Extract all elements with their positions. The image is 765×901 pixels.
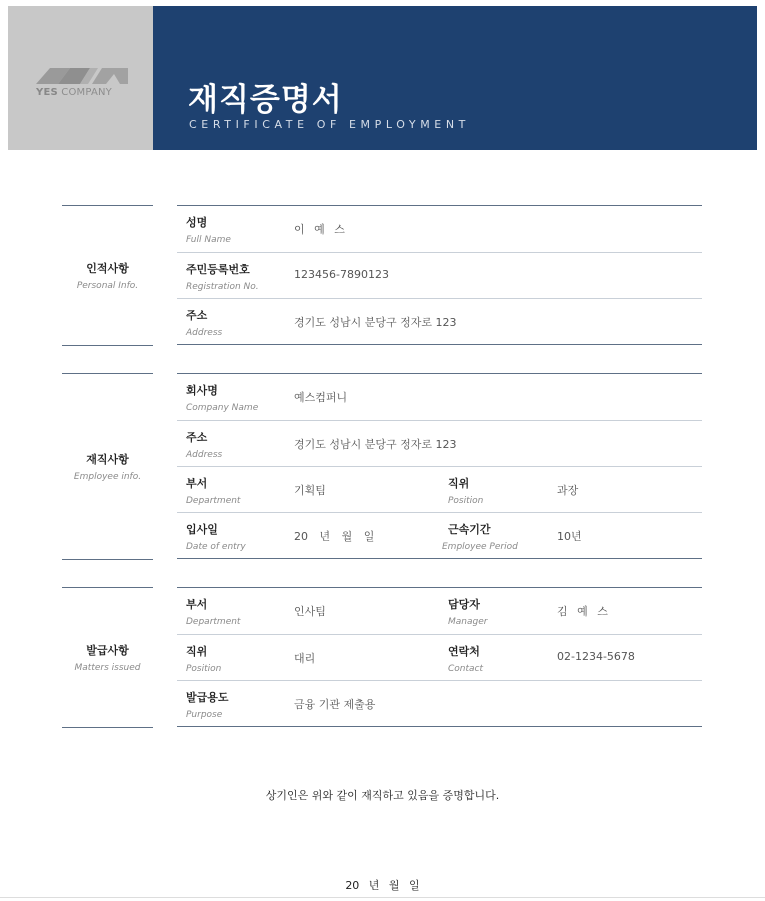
roof-logo-icon xyxy=(36,62,128,88)
field-label-en: Contact xyxy=(448,664,484,674)
section-label-en: Matters issued xyxy=(74,663,141,673)
field-label-en: Date of entry xyxy=(186,542,246,552)
field-label-ko: 주민등록번호 xyxy=(186,263,250,276)
field-label-en: Department xyxy=(186,617,241,627)
field-label xyxy=(448,596,487,627)
issue-date: 20 년 월 일 xyxy=(345,879,420,892)
section-label-en: Personal Info. xyxy=(76,281,139,291)
field-label xyxy=(448,475,483,506)
title-banner xyxy=(153,6,757,150)
field-label-ko: 성명 xyxy=(186,216,208,229)
field-label-ko: 발급용도 xyxy=(186,691,229,704)
section-label-ko: 인적사항 xyxy=(86,262,129,275)
table-row xyxy=(177,206,702,252)
field-label-en: Position xyxy=(448,496,484,506)
field-label-ko: 근속기간 xyxy=(448,523,491,536)
position-value: 과장 xyxy=(557,484,579,497)
personal-section-label xyxy=(62,205,153,346)
registration-value: 123456-7890123 xyxy=(294,268,389,281)
table-row xyxy=(177,252,702,298)
field-label xyxy=(186,596,240,627)
field-label-ko: 직위 xyxy=(448,477,470,490)
field-label-en: Purpose xyxy=(186,710,223,720)
table-row xyxy=(177,512,702,558)
page-subtitle: CERTIFICATE OF EMPLOYMENT xyxy=(189,118,470,131)
employee-section xyxy=(62,373,702,560)
field-label-en: Manager xyxy=(448,617,488,627)
section-label-ko: 발급사항 xyxy=(86,644,129,657)
field-label-ko: 부서 xyxy=(186,598,208,611)
field-label xyxy=(186,475,240,506)
field-label-en: Company Name xyxy=(186,403,259,413)
issuer-department-value: 인사팀 xyxy=(294,605,326,618)
employee-period-value: 10년 xyxy=(557,530,582,543)
table-row xyxy=(177,634,702,680)
table-row xyxy=(177,420,702,466)
field-label-ko: 직위 xyxy=(186,645,208,658)
address-value: 경기도 성남시 분당구 정자로 123 xyxy=(294,316,457,329)
field-label xyxy=(186,429,222,460)
personal-section xyxy=(62,205,702,346)
page-title: 재직증명서 xyxy=(188,82,343,118)
employee-rows xyxy=(177,373,702,559)
table-row xyxy=(177,466,702,512)
field-label-en: Address xyxy=(186,450,223,460)
issued-rows xyxy=(177,587,702,727)
field-label xyxy=(186,382,258,413)
field-label-ko: 주소 xyxy=(186,431,208,444)
field-label xyxy=(186,307,222,338)
department-value: 기획팀 xyxy=(294,484,326,497)
issuer-position-value: 대리 xyxy=(294,652,316,665)
field-label xyxy=(186,521,246,552)
table-row xyxy=(177,374,702,420)
field-label-en: Full Name xyxy=(186,235,231,245)
company-address-value: 경기도 성남시 분당구 정자로 123 xyxy=(294,438,457,451)
logo-text-light: COMPANY xyxy=(61,87,112,98)
section-label-en: Employee info. xyxy=(73,472,142,482)
issued-section xyxy=(62,587,702,728)
table-row xyxy=(177,298,702,344)
field-label xyxy=(186,689,229,720)
contact-value: 02-1234-5678 xyxy=(557,650,635,663)
employee-section-label xyxy=(62,373,153,560)
field-label xyxy=(186,643,221,674)
issued-section-label xyxy=(62,587,153,728)
field-label-ko: 부서 xyxy=(186,477,208,490)
field-label-en: Registration No. xyxy=(186,282,259,292)
table-row xyxy=(177,588,702,634)
header xyxy=(8,6,757,150)
field-label xyxy=(442,521,518,552)
field-label-en: Employee Period xyxy=(442,542,518,552)
field-label-ko: 회사명 xyxy=(186,384,218,397)
personal-rows xyxy=(177,205,702,345)
field-label xyxy=(186,214,231,245)
table-row xyxy=(177,680,702,726)
logo-text xyxy=(36,87,112,98)
field-label-ko: 주소 xyxy=(186,309,208,322)
field-label-ko: 담당자 xyxy=(448,598,480,611)
field-label xyxy=(186,261,259,292)
company-logo xyxy=(8,6,153,150)
field-label-ko: 연락처 xyxy=(448,645,480,658)
purpose-value: 금융 기관 제출용 xyxy=(294,698,376,711)
full-name-value: 이 예 스 xyxy=(294,223,348,236)
company-name-value: 예스컴퍼니 xyxy=(294,391,348,404)
logo-text-strong: YES xyxy=(36,87,58,98)
field-label-en: Address xyxy=(186,328,223,338)
entry-date-value: 20 년 월 일 xyxy=(294,530,375,543)
page-divider xyxy=(0,897,765,898)
manager-value: 김 예 스 xyxy=(557,605,611,618)
section-label-ko: 재직사항 xyxy=(86,453,129,466)
field-label-en: Department xyxy=(186,496,241,506)
certification-statement: 상기인은 위와 같이 재직하고 있음을 증명합니다. xyxy=(265,789,500,802)
field-label-ko: 입사일 xyxy=(186,523,218,536)
field-label xyxy=(448,643,483,674)
field-label-en: Position xyxy=(186,664,222,674)
